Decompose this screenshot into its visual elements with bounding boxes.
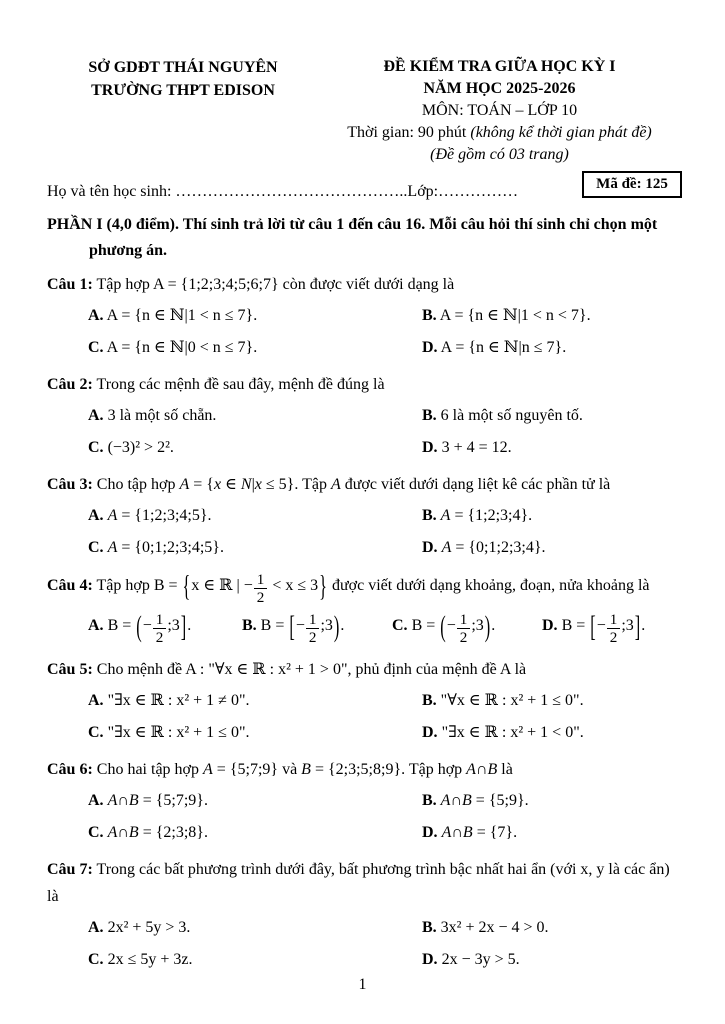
big-delimiter: ( (136, 608, 142, 643)
question-label: Câu 2: (47, 376, 93, 393)
option-D (422, 817, 680, 849)
question-stem-text: Tập hợp B = {x ∈ ℝ | − $\frac{1}{2}$ < x ≤ 3} được viết dưới dạng khoảng, đoạn, nửa khoảng là (93, 577, 650, 594)
option-text: B = [− $\frac{1}{2}$ ;3]. (558, 617, 646, 634)
exam-code-box (582, 171, 682, 198)
option-label: D. (422, 539, 438, 556)
fraction: $\frac{1}{2}$ (607, 611, 621, 646)
question-stem (47, 756, 680, 783)
question (47, 656, 680, 749)
option-D (422, 532, 680, 564)
option-label: A. (88, 407, 104, 424)
option-label: B. (422, 307, 437, 324)
option-B (422, 685, 680, 717)
option-label: A. (88, 507, 104, 524)
option-A (88, 400, 418, 432)
option-D (542, 608, 680, 649)
option-label: A. (88, 307, 104, 324)
big-delimiter: { (182, 568, 191, 604)
exam-header (47, 56, 680, 166)
option-text: A∩B = {7}. (441, 824, 518, 842)
question-options (47, 500, 680, 564)
option-A (88, 912, 418, 944)
option-text: 3 là một số chẵn. (103, 407, 217, 424)
fraction: $\frac{1}{2}$ (457, 611, 471, 646)
option-label: D. (422, 824, 438, 842)
option-label: B. (422, 407, 437, 424)
option-text: (−3)² > 2². (103, 439, 174, 456)
option-A (88, 500, 418, 532)
question-stem (47, 568, 680, 607)
question-label: Câu 5: (47, 661, 93, 679)
option-label: B. (422, 792, 437, 810)
option-label: D. (542, 617, 558, 635)
question-stem-text: Trong các bất phương trình dưới đây, bất phương trình bậc nhất hai ẩn (với x, y là các ẩn) là (47, 861, 670, 906)
question-options (47, 608, 680, 649)
question-stem (47, 271, 680, 298)
option-D (422, 432, 680, 464)
question-stem (47, 656, 680, 683)
question (47, 756, 680, 849)
option-D (422, 332, 680, 364)
question (47, 471, 680, 564)
option-text: 6 là một số nguyên tố. (436, 407, 583, 424)
option-C (88, 817, 418, 849)
option-text: "∃x ∈ ℝ : x² + 1 ≠ 0". (103, 692, 250, 710)
option-text: 2x² + 5y > 3. (103, 919, 191, 937)
question-options (47, 912, 680, 976)
option-label: C. (88, 951, 104, 969)
option-label: C. (88, 724, 104, 742)
duration-note: (không kể thời gian phát đề) (470, 124, 652, 141)
option-A (88, 608, 238, 649)
option-text: 3x² + 2x − 4 > 0. (436, 919, 549, 937)
duration-text: Thời gian: 90 phút (347, 124, 471, 141)
subject-line: MÔN: TOÁN – LỚP 10 (421, 102, 578, 119)
option-text: 3 + 4 = 12. (437, 439, 512, 456)
option-B (422, 400, 680, 432)
class-label: Lớp: (407, 183, 439, 200)
option-label: C. (88, 339, 104, 356)
option-label: C. (88, 539, 104, 556)
option-label: B. (422, 919, 437, 937)
question-stem (47, 471, 680, 498)
option-text: B = [− $\frac{1}{2}$ ;3). (257, 617, 345, 634)
question-stem-text: Trong các mệnh đề sau đây, mệnh đề đúng là (92, 376, 385, 393)
school-name: TRƯỜNG THPT EDISON (91, 82, 275, 99)
question (47, 371, 680, 464)
question-options (47, 400, 680, 464)
option-text: A = {n ∈ ℕ|1 < n ≤ 7}. (103, 307, 258, 324)
exam-title: ĐỀ KIỂM TRA GIỮA HỌC KỲ I (383, 58, 616, 75)
option-C (88, 432, 418, 464)
header-right-block (319, 56, 680, 166)
option-text: B = (− $\frac{1}{2}$ ;3). (408, 617, 496, 634)
big-delimiter: ) (333, 608, 340, 643)
option-text: A = {n ∈ ℕ|1 < n < 7}. (436, 307, 591, 324)
option-A (88, 685, 418, 717)
class-blank: …………… (438, 183, 519, 200)
option-label: D. (422, 339, 438, 356)
option-label: A. (88, 792, 104, 810)
question-options (47, 300, 680, 364)
option-text: A∩B = {2;3;8}. (107, 824, 208, 842)
option-B (422, 500, 680, 532)
question-options (47, 685, 680, 749)
option-label: A. (88, 692, 104, 710)
option-text: 2x − 3y > 5. (437, 951, 520, 969)
option-text: A = {n ∈ ℕ|n ≤ 7}. (437, 339, 567, 356)
question (47, 271, 680, 364)
option-A (88, 300, 418, 332)
option-text: A = {1;2;3;4;5}. (107, 507, 212, 524)
student-name-label: Họ và tên học sinh: (47, 183, 176, 200)
option-text: A = {1;2;3;4}. (440, 507, 533, 524)
option-label: D. (422, 951, 438, 969)
questions-container (47, 271, 680, 976)
big-delimiter: [ (289, 608, 295, 643)
school-year: NĂM HỌC 2025-2026 (423, 80, 576, 97)
option-C (88, 332, 418, 364)
option-C (88, 532, 418, 564)
option-C (88, 717, 418, 749)
option-text: A = {n ∈ ℕ|0 < n ≤ 7}. (103, 339, 258, 356)
header-left-block (47, 56, 319, 166)
big-delimiter: [ (590, 608, 596, 643)
question-stem-text: Tập hợp A = {1;2;3;4;5;6;7} còn được viết dưới dạng là (92, 276, 455, 293)
big-delimiter: ] (180, 608, 187, 643)
option-label: B. (422, 507, 437, 524)
option-text: A = {0;1;2;3;4;5}. (107, 539, 224, 556)
option-label: C. (88, 824, 104, 842)
part1-heading: PHẦN I (4,0 điểm). Thí sinh trả lời từ câu 1 đến câu 16. Mỗi câu hỏi thí sinh chỉ chọn một phương án. (47, 216, 658, 259)
option-label: D. (422, 439, 438, 456)
option-text: B = (− $\frac{1}{2}$ ;3]. (104, 617, 192, 634)
big-delimiter: ( (440, 608, 446, 643)
option-C (88, 944, 418, 976)
big-delimiter: ) (484, 608, 491, 643)
option-D (422, 944, 680, 976)
option-B (422, 785, 680, 817)
option-text: A∩B = {5;9}. (440, 792, 529, 810)
big-delimiter: } (319, 568, 327, 604)
option-text: 2x ≤ 5y + 3z. (103, 951, 193, 969)
option-text: A = {0;1;2;3;4}. (441, 539, 546, 556)
duration-line (319, 122, 680, 144)
option-text: "∀x ∈ ℝ : x² + 1 ≤ 0". (436, 692, 584, 710)
question-stem (47, 856, 680, 910)
option-text: "∃x ∈ ℝ : x² + 1 ≤ 0". (103, 724, 250, 742)
option-C (392, 608, 538, 649)
question-label: Câu 3: (47, 476, 93, 493)
option-label: A. (88, 617, 104, 635)
question-stem-text: Cho tập hợp A = {x ∈ N|x ≤ 5}. Tập A được viết dưới dạng liệt kê các phần tử là (92, 476, 611, 493)
option-label: C. (392, 617, 408, 635)
option-B (422, 300, 680, 332)
question (47, 856, 680, 976)
fraction: $\frac{1}{2}$ (306, 611, 320, 646)
question-stem-text: Cho mệnh đề A : "∀x ∈ ℝ : x² + 1 > 0", phủ định của mệnh đề A là (92, 661, 527, 679)
option-label: B. (422, 692, 437, 710)
question-label: Câu 7: (47, 861, 93, 879)
student-name-blank: …………………………………….. (175, 183, 408, 200)
department-name: SỞ GDĐT THÁI NGUYÊN (88, 59, 278, 76)
option-label: B. (242, 617, 257, 635)
option-D (422, 717, 680, 749)
question-label: Câu 1: (47, 276, 93, 293)
option-label: C. (88, 439, 104, 456)
option-text: A∩B = {5;7;9}. (107, 792, 208, 810)
option-label: D. (422, 724, 438, 742)
question-stem-text: Cho hai tập hợp A = {5;7;9} và B = {2;3;5;8;9}. Tập hợp A∩B là (92, 761, 513, 779)
fraction: $\frac{1}{2}$ (153, 611, 167, 646)
big-delimiter: ] (634, 608, 641, 643)
question-label: Câu 6: (47, 761, 93, 779)
question (47, 568, 680, 649)
pages-note: (Đề gồm có 03 trang) (430, 146, 569, 163)
option-B (422, 912, 680, 944)
exam-code: Mã đề: 125 (596, 176, 668, 192)
fraction: $\frac{1}{2}$ (254, 571, 268, 606)
option-text: "∃x ∈ ℝ : x² + 1 < 0". (437, 724, 584, 742)
option-B (242, 608, 388, 649)
option-A (88, 785, 418, 817)
question-options (47, 785, 680, 849)
question-label: Câu 4: (47, 577, 93, 595)
option-label: A. (88, 919, 104, 937)
page-number: 1 (358, 976, 367, 993)
question-stem (47, 371, 680, 398)
